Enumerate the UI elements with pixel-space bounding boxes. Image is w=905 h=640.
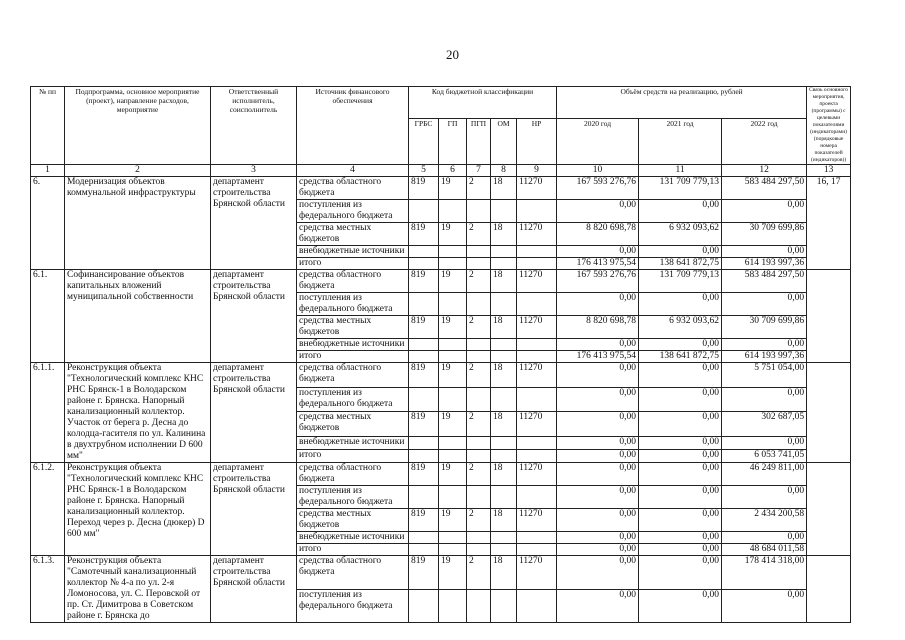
row-name: Реконструкция объекта "Самотечный канализационный коллектор № 4-а по ул. 2-я Ломоносова, ул. С. Перовской от пр. Ст. Димитрова в Советском районе г. Брянска до (65, 556, 211, 623)
column-number: 2 (65, 165, 211, 177)
value-2020: 0,00 (557, 293, 639, 316)
value-2022: 0,00 (722, 200, 807, 223)
value-2022: 583 484 297,50 (722, 177, 807, 200)
value-2021: 0,00 (639, 509, 722, 532)
value-2021: 0,00 (639, 293, 722, 316)
value-2021: 0,00 (639, 463, 722, 486)
code-grbs: 819 (409, 509, 439, 532)
code-nr: 11270 (517, 509, 557, 532)
code-om: 18 (491, 363, 517, 388)
header-2022: 2022 год (722, 119, 807, 165)
row-name: Реконструкция объекта "Технологический комплекс КНС РНС Брянск-1 в Володарском районе г. Брянска. Напорный канализационный коллектор. Переход через р. Десна (дюкер) D 600 мм" (65, 463, 211, 556)
row-responsible: департамент строительства Брянской области (211, 270, 297, 363)
value-2021: 0,00 (639, 589, 722, 623)
value-2021: 6 932 093,62 (639, 223, 722, 246)
code-om: 18 (491, 316, 517, 339)
value-2020: 0,00 (557, 363, 639, 388)
code-pgp: 2 (467, 270, 491, 293)
indicator-link: 16, 17 (807, 177, 851, 270)
code-nr: 11270 (517, 223, 557, 246)
value-2021: 0,00 (639, 532, 722, 544)
code-gp: 19 (439, 363, 467, 388)
code-pgp: 2 (467, 223, 491, 246)
header-om: ОМ (491, 119, 517, 165)
code-grbs: 819 (409, 270, 439, 293)
total-2020: 0,00 (557, 544, 639, 556)
indicator-link (807, 556, 851, 623)
header-volume: Объём средств на реализацию, рублей (557, 87, 807, 119)
row-name: Софинансирование объектов капитальных вложений муниципальной собственности (65, 270, 211, 363)
code-gp: 19 (439, 412, 467, 437)
code-grbs: 819 (409, 463, 439, 486)
value-2022: 0,00 (722, 293, 807, 316)
code-grbs: 819 (409, 223, 439, 246)
code-gp: 19 (439, 316, 467, 339)
row-responsible: департамент строительства Брянской области (211, 556, 297, 623)
code-grbs: 819 (409, 556, 439, 590)
indicator-link (807, 463, 851, 556)
code-gp: 19 (439, 556, 467, 590)
code-pgp: 2 (467, 316, 491, 339)
header-pgp: ПГП (467, 119, 491, 165)
value-2021: 0,00 (639, 339, 722, 351)
value-2020: 0,00 (557, 339, 639, 351)
value-2020: 0,00 (557, 509, 639, 532)
code-pgp: 2 (467, 463, 491, 486)
source-mest: средства местных бюджетов (297, 412, 409, 437)
value-2020: 0,00 (557, 486, 639, 509)
code-pgp: 2 (467, 412, 491, 437)
value-2020: 0,00 (557, 589, 639, 623)
value-2021: 6 932 093,62 (639, 316, 722, 339)
value-2021: 0,00 (639, 486, 722, 509)
code-om: 18 (491, 223, 517, 246)
value-2021: 0,00 (639, 363, 722, 388)
source-vneb: внебюджетные источники (297, 532, 409, 544)
total-2022: 6 053 741,05 (722, 450, 807, 463)
code-pgp: 2 (467, 363, 491, 388)
row-number: 6.1. (31, 270, 65, 363)
code-nr: 11270 (517, 363, 557, 388)
header-name: Подпрограмма, основное мероприятие (проект), направление расходов, мероприятие (65, 87, 211, 165)
row-number: 6. (31, 177, 65, 270)
source-mest: средства местных бюджетов (297, 509, 409, 532)
value-2022: 5 751 054,00 (722, 363, 807, 388)
value-2022: 302 687,05 (722, 412, 807, 437)
source-fed: поступления из федерального бюджета (297, 200, 409, 223)
column-number: 9 (517, 165, 557, 177)
code-nr: 11270 (517, 270, 557, 293)
value-2020: 167 593 276,76 (557, 270, 639, 293)
source-fed: поступления из федерального бюджета (297, 486, 409, 509)
code-nr: 11270 (517, 316, 557, 339)
value-2022: 0,00 (722, 532, 807, 544)
row-responsible: департамент строительства Брянской области (211, 363, 297, 463)
value-2021: 0,00 (639, 200, 722, 223)
column-number: 12 (722, 165, 807, 177)
code-gp: 19 (439, 270, 467, 293)
source-fed: поступления из федерального бюджета (297, 387, 409, 412)
row-number: 6.1.2. (31, 463, 65, 556)
value-2021: 0,00 (639, 556, 722, 590)
budget-table (30, 86, 851, 623)
value-2020: 0,00 (557, 437, 639, 450)
code-nr: 11270 (517, 463, 557, 486)
row-number: 6.1.1. (31, 363, 65, 463)
value-2021: 0,00 (639, 246, 722, 258)
code-om: 18 (491, 509, 517, 532)
total-2021: 0,00 (639, 544, 722, 556)
indicator-link (807, 363, 851, 463)
value-2020: 0,00 (557, 463, 639, 486)
value-2022: 0,00 (722, 246, 807, 258)
source-itogo: итого (297, 450, 409, 463)
source-itogo: итого (297, 258, 409, 270)
column-number: 6 (439, 165, 467, 177)
source-vneb: внебюджетные источники (297, 339, 409, 351)
value-2022: 0,00 (722, 486, 807, 509)
header-source: Источник финансового обеспечения (297, 87, 409, 165)
source-mest: средства местных бюджетов (297, 223, 409, 246)
header-responsible: Ответственный исполнитель, соисполнитель (211, 87, 297, 165)
header-2020: 2020 год (557, 119, 639, 165)
source-obl: средства областного бюджета (297, 556, 409, 590)
value-2022: 0,00 (722, 437, 807, 450)
source-itogo: итого (297, 351, 409, 363)
source-fed: поступления из федерального бюджета (297, 293, 409, 316)
value-2022: 46 249 811,00 (722, 463, 807, 486)
column-number: 8 (491, 165, 517, 177)
code-nr: 11270 (517, 556, 557, 590)
total-2020: 176 413 975,54 (557, 351, 639, 363)
header-gp: ГП (439, 119, 467, 165)
column-number: 3 (211, 165, 297, 177)
column-number: 7 (467, 165, 491, 177)
value-2020: 0,00 (557, 532, 639, 544)
column-number: 5 (409, 165, 439, 177)
row-responsible: департамент строительства Брянской области (211, 177, 297, 270)
row-responsible: департамент строительства Брянской области (211, 463, 297, 556)
code-om: 18 (491, 177, 517, 200)
code-grbs: 819 (409, 316, 439, 339)
value-2022: 178 414 318,00 (722, 556, 807, 590)
source-vneb: внебюджетные источники (297, 246, 409, 258)
header-indicator-link: Связь основного мероприятия, проекта (программы) с целевыми показателями (индикаторами) (порядковые номера показателей (индикаторов)) (807, 87, 851, 165)
header-2021: 2021 год (639, 119, 722, 165)
value-2021: 131 709 779,13 (639, 177, 722, 200)
source-obl: средства областного бюджета (297, 270, 409, 293)
value-2020: 167 593 276,76 (557, 177, 639, 200)
value-2020: 0,00 (557, 246, 639, 258)
column-number: 1 (31, 165, 65, 177)
value-2021: 0,00 (639, 387, 722, 412)
code-gp: 19 (439, 509, 467, 532)
code-grbs: 819 (409, 412, 439, 437)
column-number: 10 (557, 165, 639, 177)
code-pgp: 2 (467, 177, 491, 200)
value-2022: 583 484 297,50 (722, 270, 807, 293)
value-2022: 30 709 699,86 (722, 316, 807, 339)
value-2022: 2 434 200,58 (722, 509, 807, 532)
total-2020: 176 413 975,54 (557, 258, 639, 270)
total-2021: 138 641 872,75 (639, 351, 722, 363)
total-2021: 138 641 872,75 (639, 258, 722, 270)
header-grbs: ГРБС (409, 119, 439, 165)
value-2020: 0,00 (557, 200, 639, 223)
value-2022: 0,00 (722, 339, 807, 351)
code-gp: 19 (439, 223, 467, 246)
header-budget-code: Код бюджетной классификации (409, 87, 557, 119)
source-mest: средства местных бюджетов (297, 316, 409, 339)
code-gp: 19 (439, 463, 467, 486)
source-itogo: итого (297, 544, 409, 556)
value-2020: 0,00 (557, 412, 639, 437)
total-2022: 614 193 997,36 (722, 351, 807, 363)
code-om: 18 (491, 463, 517, 486)
code-gp: 19 (439, 177, 467, 200)
row-name: Реконструкция объекта "Технологический комплекс КНС РНС Брянск-1 в Володарском районе г. Брянска. Напорный канализационный коллектор. Участок от берега р. Десна до колодца-гасителя по ул. Калинина в двухтрубном исполнении D 600 мм" (65, 363, 211, 463)
code-grbs: 819 (409, 177, 439, 200)
row-name: Модернизация объектов коммунальной инфраструктуры (65, 177, 211, 270)
source-vneb: внебюджетные источники (297, 437, 409, 450)
code-pgp: 2 (467, 509, 491, 532)
row-number: 6.1.3. (31, 556, 65, 623)
header-num: № пп (31, 87, 65, 165)
column-number: 11 (639, 165, 722, 177)
value-2022: 0,00 (722, 387, 807, 412)
value-2021: 0,00 (639, 412, 722, 437)
total-2020: 0,00 (557, 450, 639, 463)
value-2020: 8 820 698,78 (557, 316, 639, 339)
value-2022: 0,00 (722, 589, 807, 623)
indicator-link (807, 270, 851, 363)
code-grbs: 819 (409, 363, 439, 388)
header-nr: НР (517, 119, 557, 165)
page-number: 20 (446, 47, 459, 62)
code-nr: 11270 (517, 412, 557, 437)
value-2021: 0,00 (639, 437, 722, 450)
column-number: 13 (807, 165, 851, 177)
value-2022: 30 709 699,86 (722, 223, 807, 246)
value-2020: 8 820 698,78 (557, 223, 639, 246)
code-om: 18 (491, 270, 517, 293)
value-2020: 0,00 (557, 556, 639, 590)
total-2021: 0,00 (639, 450, 722, 463)
code-pgp: 2 (467, 556, 491, 590)
total-2022: 614 193 997,36 (722, 258, 807, 270)
value-2021: 131 709 779,13 (639, 270, 722, 293)
source-obl: средства областного бюджета (297, 463, 409, 486)
code-om: 18 (491, 556, 517, 590)
source-obl: средства областного бюджета (297, 177, 409, 200)
code-nr: 11270 (517, 177, 557, 200)
source-obl: средства областного бюджета (297, 363, 409, 388)
value-2020: 0,00 (557, 387, 639, 412)
total-2022: 48 684 011,58 (722, 544, 807, 556)
column-number: 4 (297, 165, 409, 177)
code-om: 18 (491, 412, 517, 437)
source-fed: поступления из федерального бюджета (297, 589, 409, 623)
